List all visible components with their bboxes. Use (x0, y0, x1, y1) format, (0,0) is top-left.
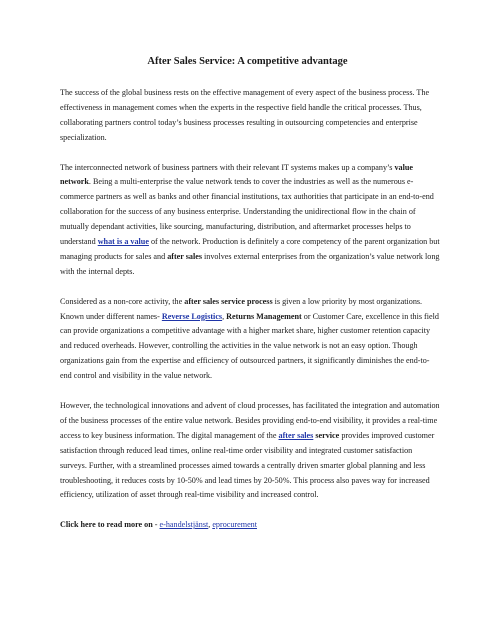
bold-after-sales-service-process: after sales service process (184, 296, 273, 306)
link-eprocurement[interactable]: eprocurement (212, 520, 257, 530)
read-more-label: Click here to read more on (60, 520, 153, 530)
bold-after-sales: after sales (167, 251, 203, 261)
separator: , (208, 520, 213, 530)
text-segment: of the network. Production is definitely a core competency of the parent organization but managing products for sales and (60, 237, 440, 261)
paragraph-after-sales-process (60, 295, 440, 384)
paragraph-value-network (60, 161, 440, 280)
paragraph-intro: The success of the global business rests on the effective management of every aspect of the business process. The effectiveness in management comes when the experts in the respective field handle the critical processes. Thus, collaborating partners control today’s business processes resulting in outsourcing competencies and enterprise specialization. (60, 88, 430, 142)
text-segment: . Being a multi-enterprise the value network tends to cover the industries as well as the numerous e-commerce partners as well as banks and other financial institutions, tax authorities that participate in an end-to-end collaboration for the success of any business enterprise. Understanding the unidirectional flow in the chain of mutually dependant activities, like sourcing, manufacturing, distribution, and aftermarket processes helps to understand (60, 177, 434, 247)
text-segment: Considered as a non-core activity, the (60, 296, 185, 306)
link-after-sales[interactable]: after sales (278, 430, 314, 440)
bold-returns-management: Returns Management (226, 311, 302, 321)
link-e-handelstjanst[interactable]: e-handelstjänst (159, 520, 209, 530)
text-segment: However, the technological innovations and advent of cloud processes, has facilitated the integration and automation of the business processes of the entire value network. Besides providing end-to-end visibility, it provides a real-time access to key business information. The digital management of the (60, 400, 440, 440)
bold-value-network: value network (60, 162, 413, 187)
text-segment: The interconnected network of business partners with their relevant IT systems makes up a company’s (60, 162, 395, 172)
text-segment: is given a low priority by most organizations. Known under different names- (60, 296, 423, 321)
text-segment: provides improved customer satisfaction through reduced lead times, online real-time order visibility and integrated customer satisfaction surveys. Further, with a streamlined processes aimed towards a centrally driven smarter global planning and less troubleshooting, it reduces costs by 10-50% and lead times by 20-50%. This process also paves way for increased efficiency, utilization of asset through real-time visibility and increased control. (60, 430, 435, 500)
text-segment: involves external enterprises from the organization’s value network long with the internal depts. (60, 251, 440, 276)
text-segment: or Customer Care, excellence in this field can provide organizations a competitive advantage with a higher market share, higher customer retention capacity and reduced overheads. However, controlling the activities in the value network is not an easy option. Though organizations gain from the expertise and efficiency of outsourced partners, it significantly diminishes the end-to-end control and visibility in the value network. (60, 311, 439, 381)
text-segment: , (222, 311, 227, 321)
link-reverse-logistics[interactable]: Reverse Logistics (161, 311, 223, 321)
paragraph-read-more (60, 518, 440, 533)
link-what-is-a-value[interactable]: what is a value (97, 237, 149, 247)
separator: - (152, 520, 160, 530)
bold-service: service (315, 430, 340, 440)
article-body (60, 86, 440, 548)
paragraph-cloud-processes (60, 399, 440, 503)
page-title: After Sales Service: A competitive advantage (147, 56, 348, 67)
